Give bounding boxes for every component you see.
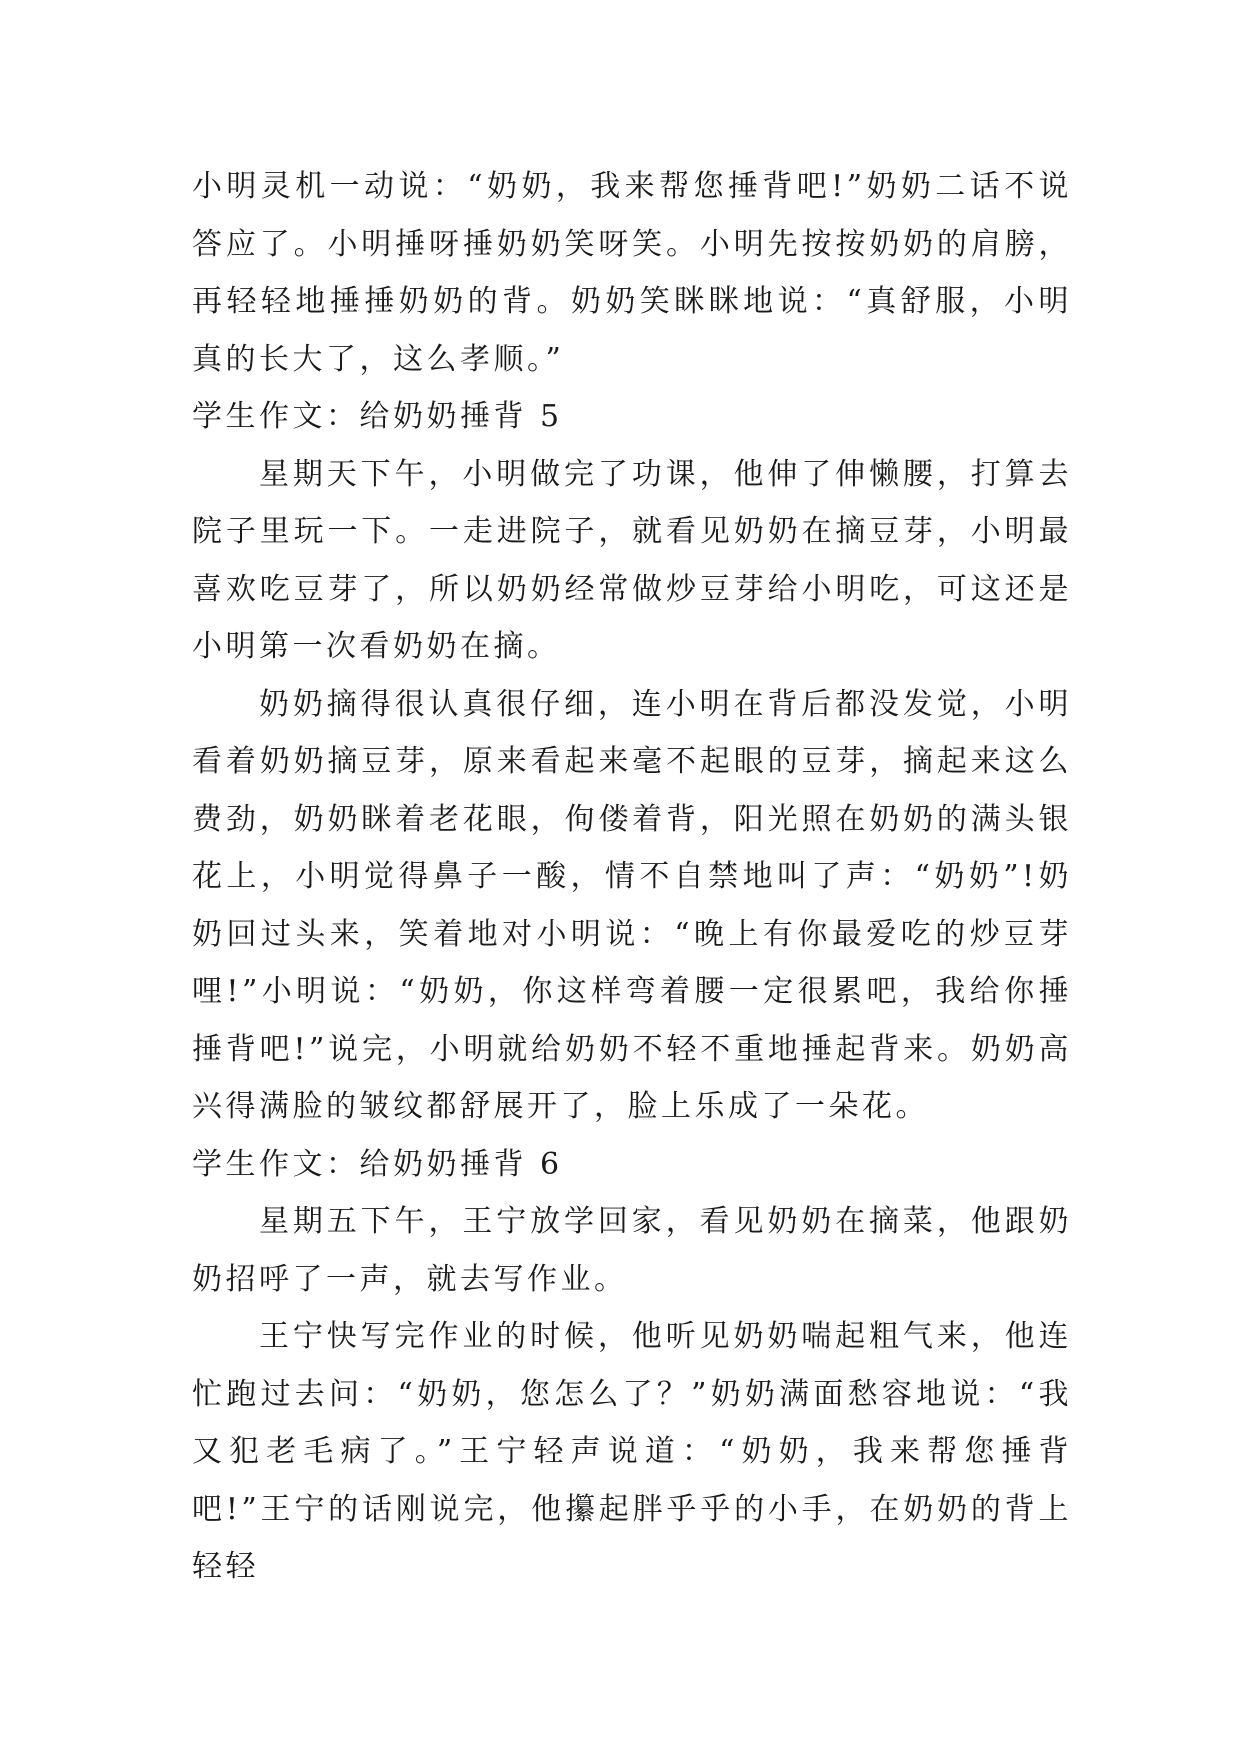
- document-page: [192, 158, 1072, 1596]
- paragraph-essay5-1: 星期天下午，小明做完了功课，他伸了伸懒腰，打算去院子里玩一下。一走进院子，就看见奶奶在摘豆芽，小明最喜欢吃豆芽了，所以奶奶经常做炒豆芽给小明吃，可这还是小明第一次看奶奶在摘。: [192, 456, 1072, 664]
- paragraph-continuation: 小明灵机一动说：“奶奶，我来帮您捶背吧!”奶奶二话不说答应了。小明捶呀捶奶奶笑呀笑。小明先按按奶奶的肩膀，再轻轻地捶捶奶奶的背。奶奶笑眯眯地说：“真舒服，小明真的长大了，这么孝顺。”: [192, 169, 1072, 377]
- essay-title-6: 学生作文：给奶奶捶背 6: [192, 1146, 563, 1182]
- paragraph-essay5-2: 奶奶摘得很认真很仔细，连小明在背后都没发觉，小明看着奶奶摘豆芽，原来看起来毫不起眼的豆芽，摘起来这么费劲，奶奶眯着老花眼，佝偻着背，阳光照在奶奶的满头银花上，小明觉得鼻子一酸，情不自禁地叫了声：“奶奶”!奶奶回过头来，笑着地对小明说：“晚上有你最爱吃的炒豆芽哩!”小明说：“奶奶，你这样弯着腰一定很累吧，我给你捶捶背吧!”说完，小明就给奶奶不轻不重地捶起背来。奶奶高兴得满脸的皱纹都舒展开了，脸上乐成了一朵花。: [192, 686, 1072, 1124]
- essay-title-5: 学生作文：给奶奶捶背 5: [192, 399, 563, 434]
- paragraph-essay6-2: 王宁快写完作业的时候，他听见奶奶喘起粗气来，他连忙跑过去问：“奶奶，您怎么了？”奶奶满面愁容地说：“我又犯老毛病了。”王宁轻声说道：“奶奶，我来帮您捶背吧!”王宁的话刚说完，他攥起胖乎乎的小手，在奶奶的背上轻轻: [192, 1319, 1072, 1584]
- paragraph-essay6-1: 星期五下午，王宁放学回家，看见奶奶在摘菜，他跟奶奶招呼了一声，就去写作业。: [192, 1204, 1072, 1297]
